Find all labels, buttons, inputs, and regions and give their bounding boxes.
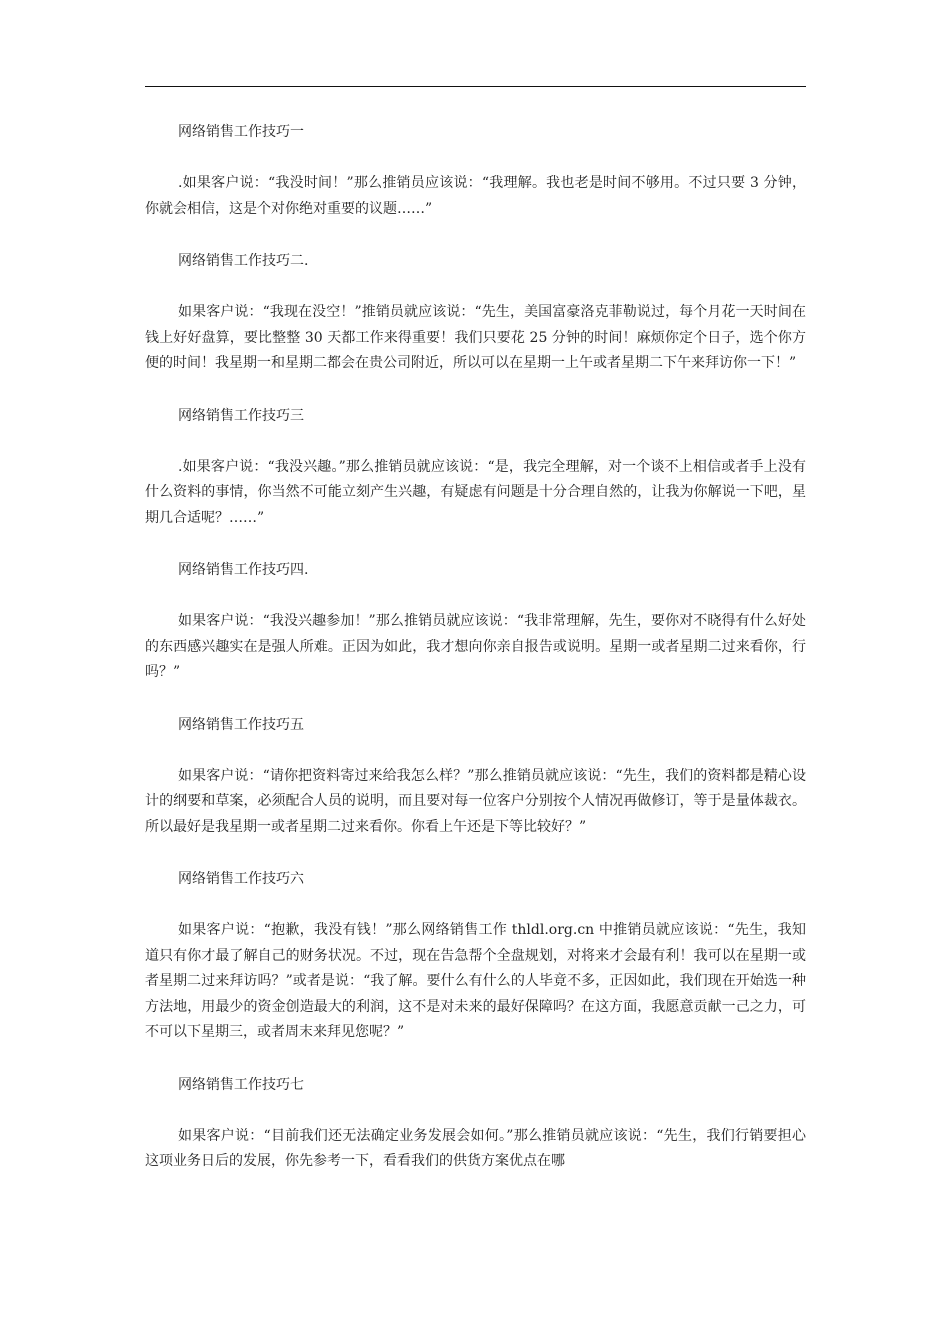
section-heading: 网络销售工作技巧五 [178, 716, 304, 733]
section-2 [145, 249, 806, 404]
section-heading: 网络销售工作技巧六 [178, 871, 304, 887]
section-4 [145, 558, 806, 713]
section-paragraph: 如果客户说：“目前我们还无法确定业务发展会如何。”那么推销员就应该说：“先生，我们行销要担心这项业务日后的发展，你先参考一下，看看我们的供货方案优点在哪 [145, 1127, 806, 1169]
section-heading: 网络销售工作技巧二. [178, 253, 309, 269]
section-paragraph: .如果客户说：“我没时间！”那么推销员应该说：“我理解。我也老是时间不够用。不过只要 3 分钟，你就会相信，这是个对你绝对重要的议题……” [145, 175, 806, 217]
header-rule [145, 86, 806, 87]
section-heading: 网络销售工作技巧七 [178, 1076, 304, 1093]
section-heading: 网络销售工作技巧一 [178, 124, 304, 140]
section-heading: 网络销售工作技巧三 [178, 407, 304, 424]
section-paragraph: 如果客户说：“请你把资料寄过来给我怎么样？”那么推销员就应该说：“先生，我们的资料都是精心设计的纲要和草案，必须配合人员的说明，而且要对每一位客户分别按个人情况再做修订，等于是量体裁衣。所以最好是我星期一或者星期二过来看你。你看上午还是下等比较好？” [145, 767, 806, 835]
section-paragraph: 如果客户说：“我没兴趣参加！”那么推销员就应该说：“我非常理解，先生，要你对不晓得有什么好处的东西感兴趣实在是强人所难。正因为如此，我才想向你亲自报告或说明。星期一或者星期二过来看你，行吗？” [145, 613, 806, 680]
section-7 [145, 1073, 806, 1175]
section-1 [145, 120, 806, 249]
section-5 [145, 713, 806, 868]
section-paragraph: 如果客户说：“抱歉，我没有钱！”那么网络销售工作 thldl.org.cn 中推销员就应该说：“先生，我知道只有你才最了解自己的财务状况。不过，现在告急帮个全盘规划，对将来才会最有利！我可以在星期一或者星期二过来拜访吗？”或者是说：“我了解。要什么有什么的人毕竟不多，正因如此，我们现在开始选一种方法地，用最少的资金创造最大的利润，这不是对未来的最好保障吗？在这方面，我愿意贡献一己之力，可不可以下星期三，或者周末来拜见您呢？” [145, 922, 806, 1040]
section-heading: 网络销售工作技巧四. [178, 562, 309, 578]
section-6 [145, 867, 806, 1073]
section-paragraph: 如果客户说：“我现在没空！”推销员就应该说：“先生，美国富豪洛克菲勒说过，每个月花一天时间在钱上好好盘算，要比整整 30 天都工作来得重要！我们只要花 25 分钟的时间！麻烦你定个日子，选个你方便的时间！我星期一和星期二都会在贵公司附近，所以可以在星期一上午或者星期二下午来拜访你一下！” [145, 304, 806, 371]
document-body [145, 120, 806, 1175]
section-3 [145, 404, 806, 559]
section-paragraph: .如果客户说：“我没兴趣。”那么推销员就应该说：“是，我完全理解，对一个谈不上相信或者手上没有什么资料的事情，你当然不可能立刻产生兴趣，有疑虑有问题是十分合理自然的，让我为你解说一下吧，星期几合适呢？……” [145, 458, 806, 526]
